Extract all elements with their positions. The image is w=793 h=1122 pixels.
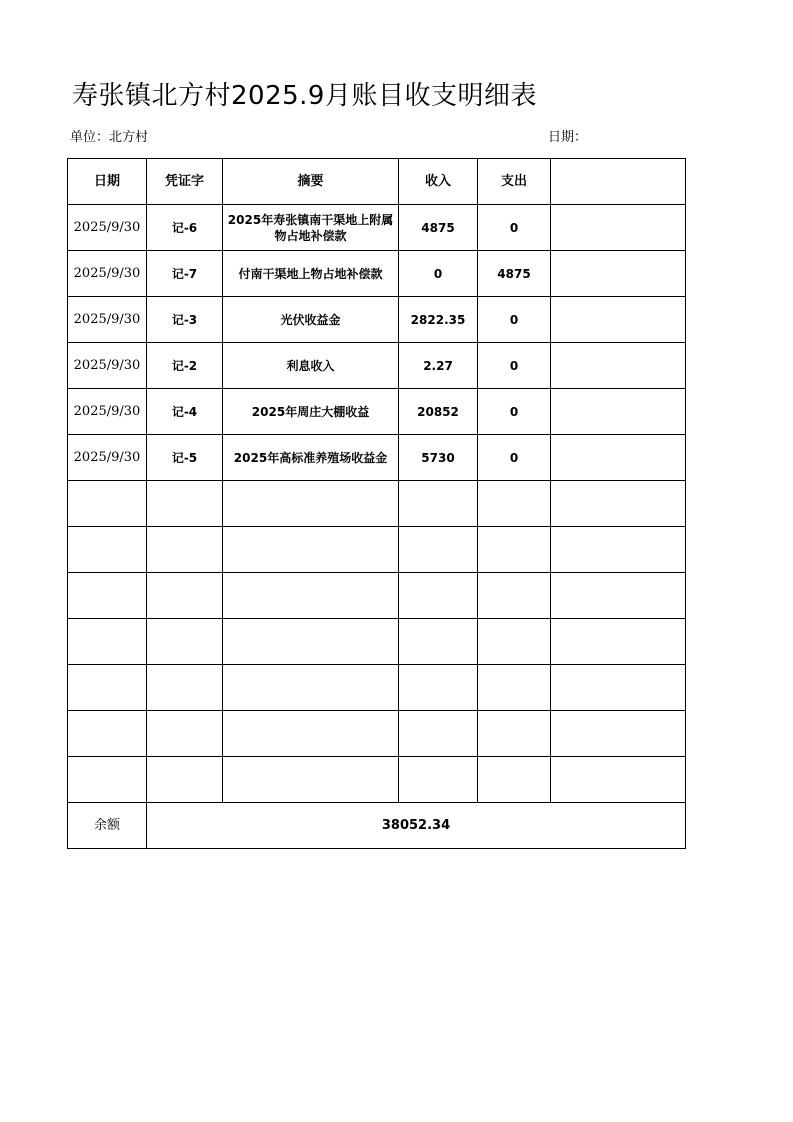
cell-income (399, 573, 478, 619)
cell-date: 2025/9/30 (68, 435, 147, 481)
table-row (68, 665, 686, 711)
cell-voucher: 记-3 (147, 297, 223, 343)
cell-date: 2025/9/30 (68, 343, 147, 389)
table-row (68, 343, 686, 389)
cell-summary (223, 573, 399, 619)
cell-voucher: 记-2 (147, 343, 223, 389)
cell-expense: 0 (478, 343, 551, 389)
balance-row (68, 803, 686, 849)
cell-income (399, 711, 478, 757)
cell-summary (223, 757, 399, 803)
cell-voucher: 记-7 (147, 251, 223, 297)
header-expense: 支出 (478, 159, 551, 205)
table-row (68, 619, 686, 665)
table-row (68, 205, 686, 251)
cell-expense (478, 481, 551, 527)
cell-expense (478, 711, 551, 757)
cell-summary (223, 619, 399, 665)
ledger-table (67, 158, 686, 849)
cell-voucher: 记-4 (147, 389, 223, 435)
cell-voucher: 记-6 (147, 205, 223, 251)
table-row (68, 757, 686, 803)
cell-extra (551, 665, 686, 711)
cell-expense: 0 (478, 435, 551, 481)
cell-extra (551, 619, 686, 665)
cell-voucher (147, 573, 223, 619)
cell-expense (478, 527, 551, 573)
balance-label: 余额 (68, 803, 147, 849)
cell-extra (551, 757, 686, 803)
cell-income (399, 481, 478, 527)
cell-summary: 利息收入 (223, 343, 399, 389)
cell-extra (551, 481, 686, 527)
cell-expense: 0 (478, 389, 551, 435)
cell-expense: 0 (478, 297, 551, 343)
cell-income: 0 (399, 251, 478, 297)
cell-date (68, 711, 147, 757)
cell-voucher (147, 619, 223, 665)
cell-expense (478, 665, 551, 711)
table-row (68, 711, 686, 757)
header-income: 收入 (399, 159, 478, 205)
cell-date (68, 665, 147, 711)
cell-summary: 2025年周庄大棚收益 (223, 389, 399, 435)
cell-income (399, 619, 478, 665)
cell-summary (223, 665, 399, 711)
cell-summary: 付南干渠地上物占地补偿款 (223, 251, 399, 297)
cell-date (68, 757, 147, 803)
header-date: 日期 (68, 159, 147, 205)
cell-extra (551, 251, 686, 297)
cell-voucher (147, 757, 223, 803)
cell-extra (551, 389, 686, 435)
table-row (68, 527, 686, 573)
table-row (68, 481, 686, 527)
cell-summary (223, 481, 399, 527)
cell-income: 2.27 (399, 343, 478, 389)
cell-date: 2025/9/30 (68, 389, 147, 435)
cell-income: 5730 (399, 435, 478, 481)
balance-value: 38052.34 (147, 803, 686, 849)
cell-voucher (147, 711, 223, 757)
cell-income (399, 527, 478, 573)
cell-date (68, 481, 147, 527)
cell-summary (223, 527, 399, 573)
cell-summary: 光伏收益金 (223, 297, 399, 343)
table-row (68, 435, 686, 481)
header-voucher: 凭证字 (147, 159, 223, 205)
table-row (68, 251, 686, 297)
cell-date (68, 619, 147, 665)
cell-summary (223, 711, 399, 757)
table-row (68, 573, 686, 619)
cell-voucher (147, 527, 223, 573)
cell-income (399, 757, 478, 803)
cell-date: 2025/9/30 (68, 297, 147, 343)
cell-date (68, 527, 147, 573)
cell-extra (551, 343, 686, 389)
header-extra (551, 159, 686, 205)
table-row (68, 297, 686, 343)
cell-date (68, 573, 147, 619)
cell-voucher (147, 481, 223, 527)
cell-date: 2025/9/30 (68, 251, 147, 297)
cell-income: 20852 (399, 389, 478, 435)
date-label: 日期： (548, 130, 588, 145)
cell-extra (551, 573, 686, 619)
cell-extra (551, 205, 686, 251)
table-row (68, 389, 686, 435)
cell-expense (478, 573, 551, 619)
cell-extra (551, 711, 686, 757)
cell-expense: 4875 (478, 251, 551, 297)
cell-income: 2822.35 (399, 297, 478, 343)
cell-income: 4875 (399, 205, 478, 251)
header-summary: 摘要 (223, 159, 399, 205)
cell-summary: 2025年高标准养殖场收益金 (223, 435, 399, 481)
header-row (68, 159, 686, 205)
cell-extra (551, 297, 686, 343)
cell-extra (551, 527, 686, 573)
cell-date: 2025/9/30 (68, 205, 147, 251)
cell-extra (551, 435, 686, 481)
cell-voucher: 记-5 (147, 435, 223, 481)
cell-expense (478, 757, 551, 803)
cell-voucher (147, 665, 223, 711)
page-title: 寿张镇北方村2025.9月账目收支明细表 (72, 81, 537, 111)
cell-expense (478, 619, 551, 665)
cell-expense: 0 (478, 205, 551, 251)
cell-income (399, 665, 478, 711)
unit-label: 单位：北方村 (70, 130, 149, 145)
cell-summary: 2025年寿张镇南干渠地上附属物占地补偿款 (223, 205, 399, 251)
